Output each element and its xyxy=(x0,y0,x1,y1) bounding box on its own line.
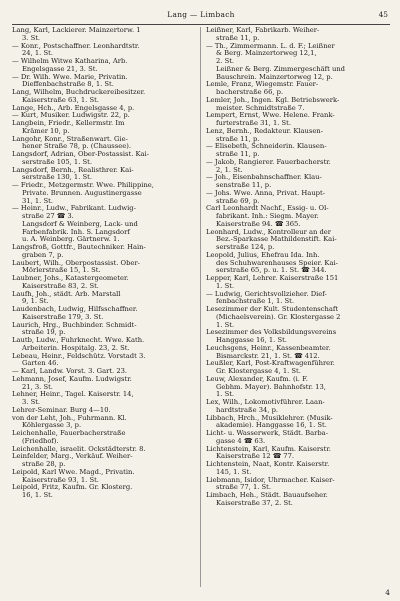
directory-line: Lang, Wilhelm, Buchdruckereibesitzer. xyxy=(12,89,146,96)
directory-line: — Th., Zimmermann. L. d. F.; Leißner xyxy=(206,42,335,50)
directory-line: — Wilhelm Witwe Katharina, Arb. xyxy=(12,58,128,65)
directory-line: Laudenbach, Ludwig, Hilfsschaffner. xyxy=(12,306,138,313)
directory-line: — Elisebeth, Schneiderin. Klausen- xyxy=(206,143,327,151)
directory-line: — Dr. Wilh. Wwe. Marie, Privatin. xyxy=(12,73,128,81)
directory-line: — Jakob, Rangierer. Fauerbacherstr. xyxy=(206,158,331,166)
column-divider xyxy=(200,27,201,587)
directory-line: Lepper, Karl, Lehrer. Kaiserstraße 151 xyxy=(206,275,339,282)
directory-line: — Johs. Wwe. Anna, Privat. Haupt- xyxy=(206,189,325,197)
directory-line: Lehmann, Josef, Kaufm. Ludwigstr. xyxy=(12,375,132,383)
directory-line: Köhlergasse 3, p. xyxy=(22,422,82,430)
directory-line: furterstraße 31, 1. St. xyxy=(216,120,292,127)
directory-line: Laufh, Joh., städt. Arb. Marstall xyxy=(12,290,121,298)
directory-line: Leißner, Karl, Fabrikarb. Weiher- xyxy=(206,27,320,34)
directory-line: Kaiserstraße 93, 1. St. xyxy=(22,476,99,484)
directory-line: Lex, Wilh., Lokomotivführer. Laan- xyxy=(206,399,325,406)
page-number: 45 xyxy=(378,10,388,19)
directory-line: 1. St. xyxy=(216,391,235,399)
directory-line: (Michaelsverein). Gr. Klostergasse 2 xyxy=(216,313,341,321)
directory-line: Leißner & Berg. Zimmergeschäft und xyxy=(216,65,345,73)
directory-line: Langbein, Friedr., Kellermstr. Im xyxy=(12,120,125,127)
directory-line: 24, 1. St. xyxy=(22,50,53,58)
directory-line: — Ludwig, Gerichtsvollzieher. Dief- xyxy=(206,290,327,298)
directory-line: Lemler, Joh., Ingen. Kgl. Betriebswerk- xyxy=(206,96,340,104)
directory-line: Private. Brunnen. Augustinergasse xyxy=(22,189,142,197)
running-head xyxy=(12,10,390,24)
directory-line: Leußler, Karl, Post-Kraftwagenführer. xyxy=(206,360,335,368)
footer-mark: 4 xyxy=(385,588,390,597)
directory-line: (Friedhof). xyxy=(22,437,59,445)
directory-line: Leopold, Julius, Ehefrau Ida. Inh. xyxy=(206,251,320,259)
directory-line: Lichtenstein, Naat, Kontr. Kaiserstr. xyxy=(206,461,330,468)
directory-line: — Konr., Postschaffner. Leonhardtstr. xyxy=(12,42,140,50)
directory-line: 2. St. xyxy=(216,58,235,65)
directory-line: straße 19, p. xyxy=(22,329,66,337)
right-column xyxy=(206,27,388,508)
directory-line: straße 27 ☎ 3. xyxy=(22,213,74,220)
directory-line: Laubert, Wilh., Oberpostassist. Ober- xyxy=(12,259,140,267)
directory-line: 9, 1. St. xyxy=(22,298,49,306)
directory-line: Langsdorf & Weinberg, Lack- und xyxy=(22,220,138,228)
directory-line: Arbeiterin. Hospitalg. 23, 2. St. xyxy=(22,344,130,352)
directory-line: gasse 4 ☎ 63. xyxy=(216,437,266,445)
directory-line: Langsfroß, Gottfr., Bautechniker. Hain- xyxy=(12,244,146,251)
directory-line: Lichtenstein, Karl, Kaufm. Kaiserstr. xyxy=(206,445,331,453)
directory-line: Langsdorf, Bernh., Realisthrer. Kai- xyxy=(12,166,134,174)
directory-line: Lesezimmer der Kult. Studentenschaft xyxy=(206,306,339,313)
directory-line: Kaiserstraße 37, 2. St. xyxy=(216,499,293,507)
directory-line: Mörlerstraße 15, 1. St. xyxy=(22,267,101,275)
directory-line: straße 11, p. xyxy=(216,34,260,42)
directory-line: straße 69, p. xyxy=(216,197,260,205)
directory-line: Lautb, Ludw., Fuhrknecht. Wwe. Kath. xyxy=(12,337,145,344)
directory-line: 3. St. xyxy=(22,34,41,42)
directory-line: Leichenhalle, israelit. Ockstädterstr. 8. xyxy=(12,445,146,453)
directory-line: Bauschrein. Mainzertorweg 12, p. xyxy=(216,73,333,81)
directory-line: Gr. Klostergasse 4, 1. St. xyxy=(216,368,301,375)
directory-line: Krämer 10, p. xyxy=(22,127,70,135)
directory-line: straße 77, 1. St. xyxy=(216,484,272,492)
directory-line: Liebmann, Isidor, Uhrmacher. Kaiser- xyxy=(206,476,335,484)
directory-line: Carl Leonhardt Nachf., Essig- u. Öl- xyxy=(206,205,329,213)
directory-line: Leinfelder, Marg., Verkäuf. Weiher- xyxy=(12,453,133,461)
directory-line: Kaiserstraße 63, 1. St. xyxy=(22,96,99,104)
directory-line: straße 11, p. xyxy=(216,135,260,143)
directory-line: Kaiserstraße 12 ☎ 77. xyxy=(216,453,295,461)
directory-line: Lehner, Heinr., Tagel. Kaiserstr. 14, xyxy=(12,391,134,399)
directory-line: straße 28, p. xyxy=(22,461,66,468)
directory-line: — Joh., Eisenbahnschaffner. Klau- xyxy=(206,174,322,182)
directory-line: hener Straße 78, p. (Chaussee). xyxy=(22,143,131,151)
directory-line: 31, 1. St. xyxy=(22,197,53,205)
directory-line: Lehrer-Seminar. Burg 4—10. xyxy=(12,406,111,414)
directory-line: — Kurt, Musiker. Ludwigstr. 22, p. xyxy=(12,112,130,120)
directory-line: Garten 46. xyxy=(22,360,59,368)
directory-line: graben 7, p. xyxy=(22,251,64,259)
directory-line: Laurich, Hrg., Buchbinder. Schmidt- xyxy=(12,321,137,329)
directory-line: serstraße 130, 1. St. xyxy=(22,174,93,182)
directory-line: Kaiserstraße 179, 3. St. xyxy=(22,313,104,321)
directory-line: 1. St. xyxy=(216,282,235,290)
directory-line: Laubner, Johs., Katastergeometer. xyxy=(12,275,129,282)
directory-line: Leonhard, Ludw., Kontrolleur an der xyxy=(206,228,332,236)
header-rule xyxy=(12,24,390,25)
directory-line: — Karl, Landw. Vorst. 3. Gart. 23. xyxy=(12,368,128,375)
directory-line: Hanggasse 16, 1. St. xyxy=(216,337,287,344)
directory-line: akademie). Hanggasse 16, 1. St. xyxy=(216,422,327,430)
directory-line: serstraße 65, p. u. 1. St. ☎ 344. xyxy=(216,267,327,275)
directory-line: senstraße 11, p. xyxy=(216,182,272,189)
directory-line: von der Leht, Joh., Fuhrmann. Kl. xyxy=(12,414,127,422)
directory-line: & Berg. Mainzertorweg 12,1, xyxy=(216,50,317,58)
directory-line: Farbenfabrik. Inh. S. Langsdorf xyxy=(22,228,130,236)
directory-line: Bismarckstr. 21, 1. St. ☎ 412. xyxy=(216,352,320,360)
directory-line: hardtstraße 34, p. xyxy=(216,406,279,414)
directory-line: Lebeau, Heinr., Feldschütz. Vorstadt 3. xyxy=(12,352,146,360)
directory-line: meister. Schmidtstraße 7. xyxy=(216,104,305,112)
directory-line: Lang, Karl, Lackierer. Mainzertorw. 1 xyxy=(12,27,141,34)
directory-line: bacherstraße 66, p. xyxy=(216,89,284,96)
directory-line: Leipold, Karl Wwe. Magd., Privatin. xyxy=(12,468,135,476)
directory-line: Langohr, Konr., Straßenwart. Gie- xyxy=(12,135,128,143)
directory-line: Leichenhalle, Fauerbacherstraße xyxy=(12,430,126,437)
directory-line: straße 11, p. xyxy=(216,151,260,158)
directory-line: — Heinr., Ludw., Fabrikant. Ludwig- xyxy=(12,205,136,213)
directory-line: Bez.-Sparkasse Mathildenstift. Kai- xyxy=(216,236,337,244)
directory-line: Dieffenbachstraße 8, 1. St. xyxy=(22,81,114,89)
directory-line: 1. St. xyxy=(216,321,235,329)
directory-line: u. A. Weinberg. Gärtnerw. 1. xyxy=(22,236,120,244)
directory-line: serstraße 124, p. xyxy=(216,244,275,251)
directory-line: Libbach, Hrch., Musiklehrer. (Musik- xyxy=(206,414,333,422)
directory-line: Engelsgasse 21, 3. St. xyxy=(22,65,98,73)
directory-line: 16, 1. St. xyxy=(22,492,53,499)
directory-line: Lange, Hch., Arb. Engelsgasse 4, p. xyxy=(12,104,135,112)
directory-line: 3. St. xyxy=(22,399,41,406)
directory-line: — Friedr., Metzgermstr. Wwe. Philippine, xyxy=(12,182,154,189)
directory-line: Lempert, Ernst, Wwe. Helene. Frank- xyxy=(206,112,335,120)
directory-line: Langsdorf, Adrian, Ober-Postassist. Kai- xyxy=(12,151,149,158)
running-head-title: Lang — Limbach xyxy=(167,10,235,19)
directory-line: Lenz, Bernh., Redakteur. Klausen- xyxy=(206,127,323,135)
directory-line: fabrikant. Inh.: Siegm. Mayer. xyxy=(216,213,319,220)
directory-line: Gebhm. Mayer). Bahnhofstr. 13, xyxy=(216,383,326,391)
directory-line: des Schuhwarenhauses Speier. Kai- xyxy=(216,259,338,267)
directory-columns xyxy=(12,27,390,595)
directory-line: serstraße 105, 1. St. xyxy=(22,158,93,166)
directory-line: Lemle, Franz, Wiegemstr. Fauer- xyxy=(206,81,319,89)
directory-line: Leuw, Alexander, Kaufm. (i. F. xyxy=(206,375,308,383)
left-column xyxy=(12,27,194,500)
directory-line: Kaiserstraße 94. ☎ 365. xyxy=(216,220,301,228)
directory-line: 145, 1. St. xyxy=(216,468,252,476)
directory-line: Limbach, Heh., Städt. Bauaufseher. xyxy=(206,492,328,499)
directory-line: Lesezimmer des Volksbildungsvereins xyxy=(206,329,337,337)
directory-line: 21, 3. St. xyxy=(22,383,53,391)
directory-line: Leipold, Fritz, Kaufm. Gr. Klosterg. xyxy=(12,484,133,492)
directory-line: Leuchsgens, Heinr., Kassenbeamter. xyxy=(206,344,331,352)
directory-line: Kaiserstraße 83, 2. St. xyxy=(22,282,99,290)
directory-line: 2, 1. St. xyxy=(216,166,243,174)
directory-line: Licht- u. Wasserwerk, Städt. Barba- xyxy=(206,430,328,437)
directory-line: fenbachstraße 1, 1. St. xyxy=(216,298,295,306)
